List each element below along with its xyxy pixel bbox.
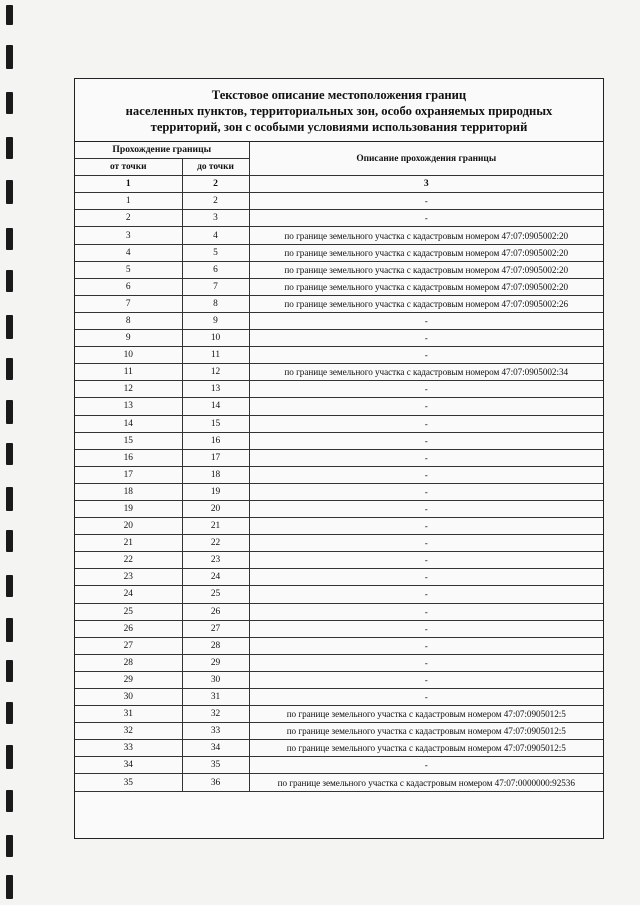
binder-hole-mark [6, 660, 13, 682]
from-point-cell: 10 [75, 347, 182, 364]
description-cell: - [249, 347, 603, 364]
table-row [75, 774, 603, 791]
to-point-cell: 17 [182, 449, 249, 466]
to-point-cell: 27 [182, 620, 249, 637]
from-point-cell: 22 [75, 552, 182, 569]
from-point-cell: 12 [75, 381, 182, 398]
table-row [75, 535, 603, 552]
description-cell: - [249, 483, 603, 500]
description-cell: - [249, 620, 603, 637]
table-row [75, 740, 603, 757]
binder-hole-mark [6, 618, 13, 642]
description-cell: - [249, 518, 603, 535]
table-row [75, 706, 603, 723]
column-number-1: 1 [75, 176, 182, 193]
to-point-cell: 8 [182, 295, 249, 312]
description-cell: - [249, 312, 603, 329]
table-row [75, 432, 603, 449]
description-cell: - [249, 330, 603, 347]
binder-hole-mark [6, 487, 13, 511]
binder-hole-mark [6, 315, 13, 339]
table-row [75, 569, 603, 586]
description-cell: по границе земельного участка с кадастровым номером 47:07:0905002:20 [249, 261, 603, 278]
description-cell: - [249, 552, 603, 569]
table-row [75, 466, 603, 483]
table-row [75, 330, 603, 347]
to-point-cell: 33 [182, 723, 249, 740]
from-point-cell: 16 [75, 449, 182, 466]
description-cell: по границе земельного участка с кадастровым номером 47:07:0905012:5 [249, 740, 603, 757]
table-row [75, 381, 603, 398]
binder-hole-mark [6, 575, 13, 597]
to-point-cell: 29 [182, 654, 249, 671]
to-point-cell: 32 [182, 706, 249, 723]
to-point-cell: 4 [182, 227, 249, 244]
to-point-cell: 3 [182, 210, 249, 227]
description-cell: - [249, 466, 603, 483]
to-point-cell: 2 [182, 193, 249, 210]
from-point-cell: 25 [75, 603, 182, 620]
description-cell: - [249, 569, 603, 586]
description-cell: - [249, 535, 603, 552]
to-point-cell: 25 [182, 586, 249, 603]
table-row [75, 671, 603, 688]
binder-hole-mark [6, 745, 13, 769]
table-row [75, 689, 603, 706]
description-cell: - [249, 432, 603, 449]
from-point-cell: 26 [75, 620, 182, 637]
to-point-cell: 19 [182, 483, 249, 500]
description-cell: - [249, 415, 603, 432]
to-point-cell: 31 [182, 689, 249, 706]
from-point-cell: 14 [75, 415, 182, 432]
to-point-cell: 26 [182, 603, 249, 620]
from-point-cell: 11 [75, 364, 182, 381]
table-body [75, 193, 603, 791]
from-point-cell: 23 [75, 569, 182, 586]
document-frame [74, 78, 604, 839]
description-cell: - [249, 654, 603, 671]
from-point-cell: 35 [75, 774, 182, 791]
from-point-cell: 19 [75, 500, 182, 517]
table-row [75, 449, 603, 466]
table-row [75, 312, 603, 329]
description-cell: - [249, 603, 603, 620]
from-point-cell: 4 [75, 244, 182, 261]
table-row [75, 210, 603, 227]
binder-hole-mark [6, 228, 13, 250]
binder-hole-mark [6, 137, 13, 159]
description-cell: - [249, 757, 603, 774]
description-cell: по границе земельного участка с кадастровым номером 47:07:0905002:20 [249, 244, 603, 261]
table-row [75, 193, 603, 210]
to-point-cell: 12 [182, 364, 249, 381]
from-point-cell: 13 [75, 398, 182, 415]
from-point-cell: 15 [75, 432, 182, 449]
to-point-cell: 36 [182, 774, 249, 791]
binder-hole-mark [6, 92, 13, 114]
table-row [75, 227, 603, 244]
table-row [75, 757, 603, 774]
description-cell: по границе земельного участка с кадастровым номером 47:07:0905002:26 [249, 295, 603, 312]
from-point-cell: 24 [75, 586, 182, 603]
table-row [75, 518, 603, 535]
to-point-cell: 22 [182, 535, 249, 552]
to-point-cell: 18 [182, 466, 249, 483]
from-point-cell: 17 [75, 466, 182, 483]
to-point-cell: 21 [182, 518, 249, 535]
from-point-cell: 8 [75, 312, 182, 329]
table-row [75, 415, 603, 432]
to-point-cell: 30 [182, 671, 249, 688]
table-row [75, 620, 603, 637]
header-description: Описание прохождения границы [249, 142, 603, 176]
description-cell: по границе земельного участка с кадастровым номером 47:07:0905012:5 [249, 723, 603, 740]
to-point-cell: 24 [182, 569, 249, 586]
table-row [75, 244, 603, 261]
to-point-cell: 15 [182, 415, 249, 432]
description-cell: по границе земельного участка с кадастровым номером 47:07:0905002:20 [249, 227, 603, 244]
binder-hole-mark [6, 835, 13, 857]
from-point-cell: 31 [75, 706, 182, 723]
from-point-cell: 3 [75, 227, 182, 244]
to-point-cell: 7 [182, 278, 249, 295]
binder-hole-mark [6, 443, 13, 465]
from-point-cell: 1 [75, 193, 182, 210]
binder-hole-mark [6, 5, 13, 25]
table-row [75, 500, 603, 517]
from-point-cell: 28 [75, 654, 182, 671]
column-number-2: 2 [182, 176, 249, 193]
from-point-cell: 5 [75, 261, 182, 278]
binder-hole-mark [6, 702, 13, 724]
title-line-1: Текстовое описание местоположения границ [211, 88, 467, 102]
boundary-table [75, 142, 603, 792]
binder-hole-mark [6, 270, 13, 292]
description-cell: - [249, 193, 603, 210]
from-point-cell: 27 [75, 637, 182, 654]
table-row [75, 398, 603, 415]
to-point-cell: 28 [182, 637, 249, 654]
description-cell: по границе земельного участка с кадастровым номером 47:07:0000000:92536 [249, 774, 603, 791]
from-point-cell: 30 [75, 689, 182, 706]
table-row [75, 483, 603, 500]
from-point-cell: 18 [75, 483, 182, 500]
table-row [75, 552, 603, 569]
title-line-3: территорий, зон с особыми условиями использования территорий [150, 120, 528, 134]
description-cell: - [249, 210, 603, 227]
to-point-cell: 6 [182, 261, 249, 278]
description-cell: по границе земельного участка с кадастровым номером 47:07:0905002:20 [249, 278, 603, 295]
to-point-cell: 5 [182, 244, 249, 261]
to-point-cell: 16 [182, 432, 249, 449]
description-cell: по границе земельного участка с кадастровым номером 47:07:0905012:5 [249, 706, 603, 723]
description-cell: - [249, 689, 603, 706]
table-row [75, 603, 603, 620]
from-point-cell: 20 [75, 518, 182, 535]
binder-hole-mark [6, 180, 13, 204]
from-point-cell: 33 [75, 740, 182, 757]
binder-hole-mark [6, 400, 13, 424]
to-point-cell: 10 [182, 330, 249, 347]
binder-hole-mark [6, 530, 13, 552]
description-cell: - [249, 500, 603, 517]
table-row [75, 261, 603, 278]
description-cell: - [249, 398, 603, 415]
description-cell: по границе земельного участка с кадастровым номером 47:07:0905002:34 [249, 364, 603, 381]
to-point-cell: 34 [182, 740, 249, 757]
description-cell: - [249, 449, 603, 466]
to-point-cell: 23 [182, 552, 249, 569]
to-point-cell: 14 [182, 398, 249, 415]
binder-hole-mark [6, 790, 13, 812]
from-point-cell: 21 [75, 535, 182, 552]
description-cell: - [249, 586, 603, 603]
table-footer-space [75, 792, 603, 804]
table-row [75, 654, 603, 671]
to-point-cell: 20 [182, 500, 249, 517]
header-from-point: от точки [75, 159, 182, 176]
document-title [75, 79, 603, 142]
from-point-cell: 2 [75, 210, 182, 227]
header-boundary-passage: Прохождение границы [75, 142, 249, 159]
from-point-cell: 34 [75, 757, 182, 774]
title-line-2: населенных пунктов, территориальных зон, особо охраняемых природных [125, 104, 553, 118]
to-point-cell: 9 [182, 312, 249, 329]
table-row [75, 347, 603, 364]
from-point-cell: 6 [75, 278, 182, 295]
table-row [75, 295, 603, 312]
binder-hole-mark [6, 358, 13, 380]
binder-hole-mark [6, 875, 13, 899]
header-to-point: до точки [182, 159, 249, 176]
from-point-cell: 32 [75, 723, 182, 740]
to-point-cell: 35 [182, 757, 249, 774]
description-cell: - [249, 637, 603, 654]
from-point-cell: 29 [75, 671, 182, 688]
table-row [75, 637, 603, 654]
table-row [75, 364, 603, 381]
column-number-3: 3 [249, 176, 603, 193]
to-point-cell: 11 [182, 347, 249, 364]
description-cell: - [249, 381, 603, 398]
table-row [75, 586, 603, 603]
binder-hole-mark [6, 45, 13, 69]
table-row [75, 723, 603, 740]
from-point-cell: 7 [75, 295, 182, 312]
table-row [75, 278, 603, 295]
from-point-cell: 9 [75, 330, 182, 347]
to-point-cell: 13 [182, 381, 249, 398]
description-cell: - [249, 671, 603, 688]
